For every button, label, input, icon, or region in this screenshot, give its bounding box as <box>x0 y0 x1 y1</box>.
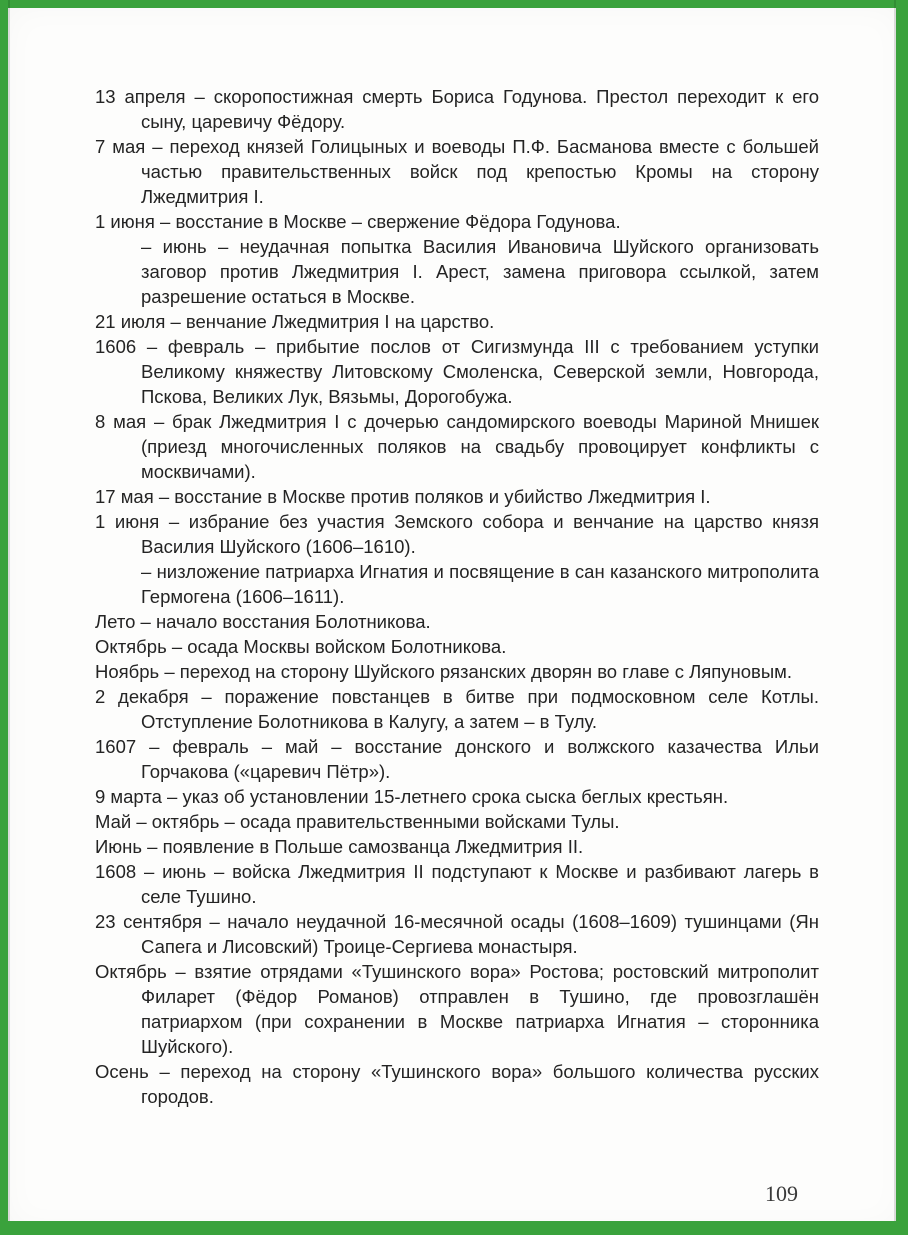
page-number: 109 <box>765 1181 798 1206</box>
timeline-entry: Октябрь – осада Москвы войском Болотникова. <box>95 636 507 657</box>
page-border-left <box>0 0 8 1235</box>
timeline-entry: 1606 – февраль – прибытие послов от Сигизмунда III с требованием уступки Великому княжеству Литовскому Смоленска, Северской земли, Новгорода, Пскова, Великих Лук, Вязьмы, Дорогобужа. <box>95 336 819 407</box>
timeline-entry: 1607 – февраль – май – восстание донского и волжского казачества Ильи Горчакова («царевич Пётр»). <box>95 736 819 782</box>
timeline-list <box>95 84 819 1109</box>
timeline-entry: 1608 – июнь – войска Лжедмитрия II подступают к Москве и разбивают лагерь в селе Тушино. <box>95 861 819 907</box>
timeline-entry: – низложение патриарха Игнатия и посвящение в сан казанского митрополита Гермогена (1606–1611). <box>141 561 819 607</box>
timeline-entry: Осень – переход на сторону «Тушинского вора» большого количества русских городов. <box>95 1061 819 1107</box>
timeline-entry: 21 июля – венчание Лжедмитрия I на царство. <box>95 311 495 332</box>
timeline-entry: 13 апреля – скоропостижная смерть Бориса Годунова. Престол переходит к его сыну, царевичу Фёдору. <box>95 86 819 132</box>
timeline-entry: Октябрь – взятие отрядами «Тушинского вора» Ростова; ростовский митрополит Филарет (Фёдор Романов) отправлен в Тушино, где провозглашён патриархом (при сохранении в Москве патриарха Игнатия – сторонника Шуйского). <box>95 961 819 1057</box>
timeline-entry: 9 марта – указ об установлении 15-летнего срока сыска беглых крестьян. <box>95 786 729 807</box>
timeline-entry: Лето – начало восстания Болотникова. <box>95 611 431 632</box>
timeline-entry: – июнь – неудачная попытка Василия Ивановича Шуйского организовать заговор против Лжедмитрия I. Арест, замена приговора ссылкой, затем разрешение остаться в Москве. <box>141 236 819 307</box>
timeline-entry: 1 июня – восстание в Москве – свержение Фёдора Годунова. <box>95 211 621 232</box>
page-border-top <box>0 0 908 8</box>
timeline-entry: 1 июня – избрание без участия Земского собора и венчание на царство князя Василия Шуйского (1606–1610). <box>95 511 819 557</box>
page-border-right <box>896 0 908 1235</box>
timeline-entry: 2 декабря – поражение повстанцев в битве при подмосковном селе Котлы. Отступление Болотникова в Калугу, а затем – в Тулу. <box>95 686 819 732</box>
timeline-entry: 8 мая – брак Лжедмитрия I с дочерью сандомирского воеводы Мариной Мнишек (приезд многочисленных поляков на свадьбу провоцирует конфликты с москвичами). <box>95 411 819 482</box>
timeline-entry: 17 мая – восстание в Москве против поляков и убийство Лжедмитрия I. <box>95 486 711 507</box>
timeline-entry: Май – октябрь – осада правительственными войсками Тулы. <box>95 811 620 832</box>
timeline-entry: 23 сентября – начало неудачной 16-месячной осады (1608–1609) тушинцами (Ян Сапега и Лисовский) Троице-Сергиева монастыря. <box>95 911 819 957</box>
timeline-entry: Ноябрь – переход на сторону Шуйского рязанских дворян во главе с Ляпуновым. <box>95 661 793 682</box>
page-border-bottom <box>0 1221 908 1235</box>
timeline-entry: 7 мая – переход князей Голицыных и воеводы П.Ф. Басманова вместе с большей частью правительственных войск под крепостью Кромы на сторону Лжедмитрия I. <box>95 136 819 207</box>
timeline-entry: Июнь – появление в Польше самозванца Лжедмитрия II. <box>95 836 584 857</box>
